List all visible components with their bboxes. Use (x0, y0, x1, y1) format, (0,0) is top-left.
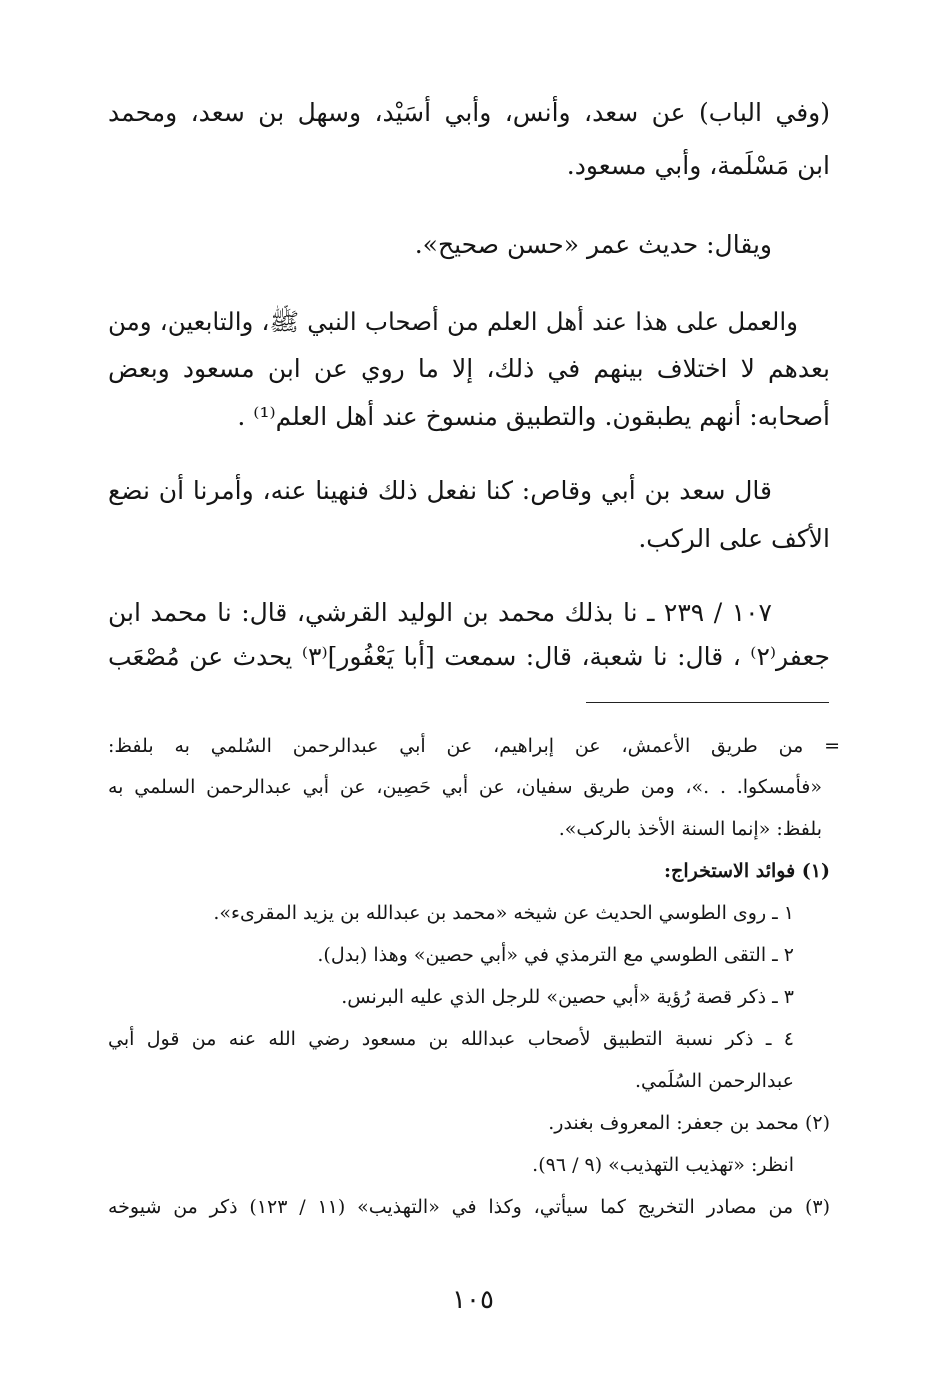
footnote-item: ١ ـ روى الطوسي الحديث عن شيخه «محمد بن عبدالله بن يزيد المقرىء». (213, 902, 794, 924)
footnote-item: عبدالرحمن السُلَمي. (635, 1070, 794, 1092)
footnote-line: (٢) محمد بن جعفر: المعروف بغندر. (548, 1112, 830, 1134)
main-text-line: جعفر⁽٢⁾ ، قال: نا شعبة، قال: سمعت [أبا يَعْفُور]⁽٣⁾ يحدث عن مُصْعَب (108, 642, 830, 671)
main-text-line: (وفي الباب) عن سعد، وأنس، وأبي أُسَيْد، وسهل بن سعد، ومحمد (108, 98, 830, 127)
footnote-separator (586, 702, 829, 703)
page-number: ١٠٥ (452, 1285, 494, 1315)
main-text-line: أصحابه: أنهم يطبقون. والتطبيق منسوخ عند أهل العلم⁽¹⁾ . (237, 402, 830, 431)
footnote-line: «فأمسكوا. . .»، ومن طريق سفيان، عن أبي حَصِين، عن أبي عبدالرحمن السلمي به (108, 776, 822, 798)
footnote-line: انظر: «تهذيب التهذيب» (٩ / ٩٦). (532, 1154, 794, 1176)
footnote-line: (٣) من مصادر التخريج كما سيأتي، وكذا في «التهذيب» (١١ / ١٢٣) ذكر من شيوخه (108, 1196, 830, 1218)
footnote-heading: (١) فوائد الاستخراج: (664, 860, 830, 882)
footnote-line: بلفظ: «إنما السنة الأخذ بالركب». (558, 818, 822, 840)
footnote-item: ٢ ـ التقى الطوسي مع الترمذي في «أبي حصين» وهذا (بدل). (317, 944, 794, 966)
main-text-line: والعمل على هذا عند أهل العلم من أصحاب النبي ﷺ، والتابعين، ومن (108, 307, 798, 336)
main-text-line: الأكف على الركب. (638, 524, 830, 553)
main-text-line: بعدهم لا اختلاف بينهم في ذلك، إلا ما روي عن ابن مسعود وبعض (108, 354, 830, 383)
main-text-line: ابن مَسْلَمة، وأبي مسعود. (566, 151, 830, 180)
main-text-line: قال سعد بن أبي وقاص: كنا نفعل ذلك فنهينا عنه، وأمرنا أن نضع (108, 476, 772, 505)
main-text-line: ١٠٧ / ٢٣٩ ـ نا بذلك محمد بن الوليد القرشي، قال: نا محمد ابن (108, 598, 772, 627)
main-text-line: ويقال: حديث عمر «حسن صحيح». (414, 230, 772, 259)
footnote-item: ٤ ـ ذكر نسبة التطبيق لأصحاب عبدالله بن مسعود رضي الله عنه من قول أبي (108, 1028, 794, 1050)
footnote-line: = من طريق الأعمش، عن إبراهيم، عن أبي عبدالرحمن السُلمي به بلفظ: (108, 735, 840, 757)
footnote-item: ٣ ـ ذكر قصة رُؤية «أبي حصين» للرجل الذي عليه البرنس. (341, 986, 794, 1008)
